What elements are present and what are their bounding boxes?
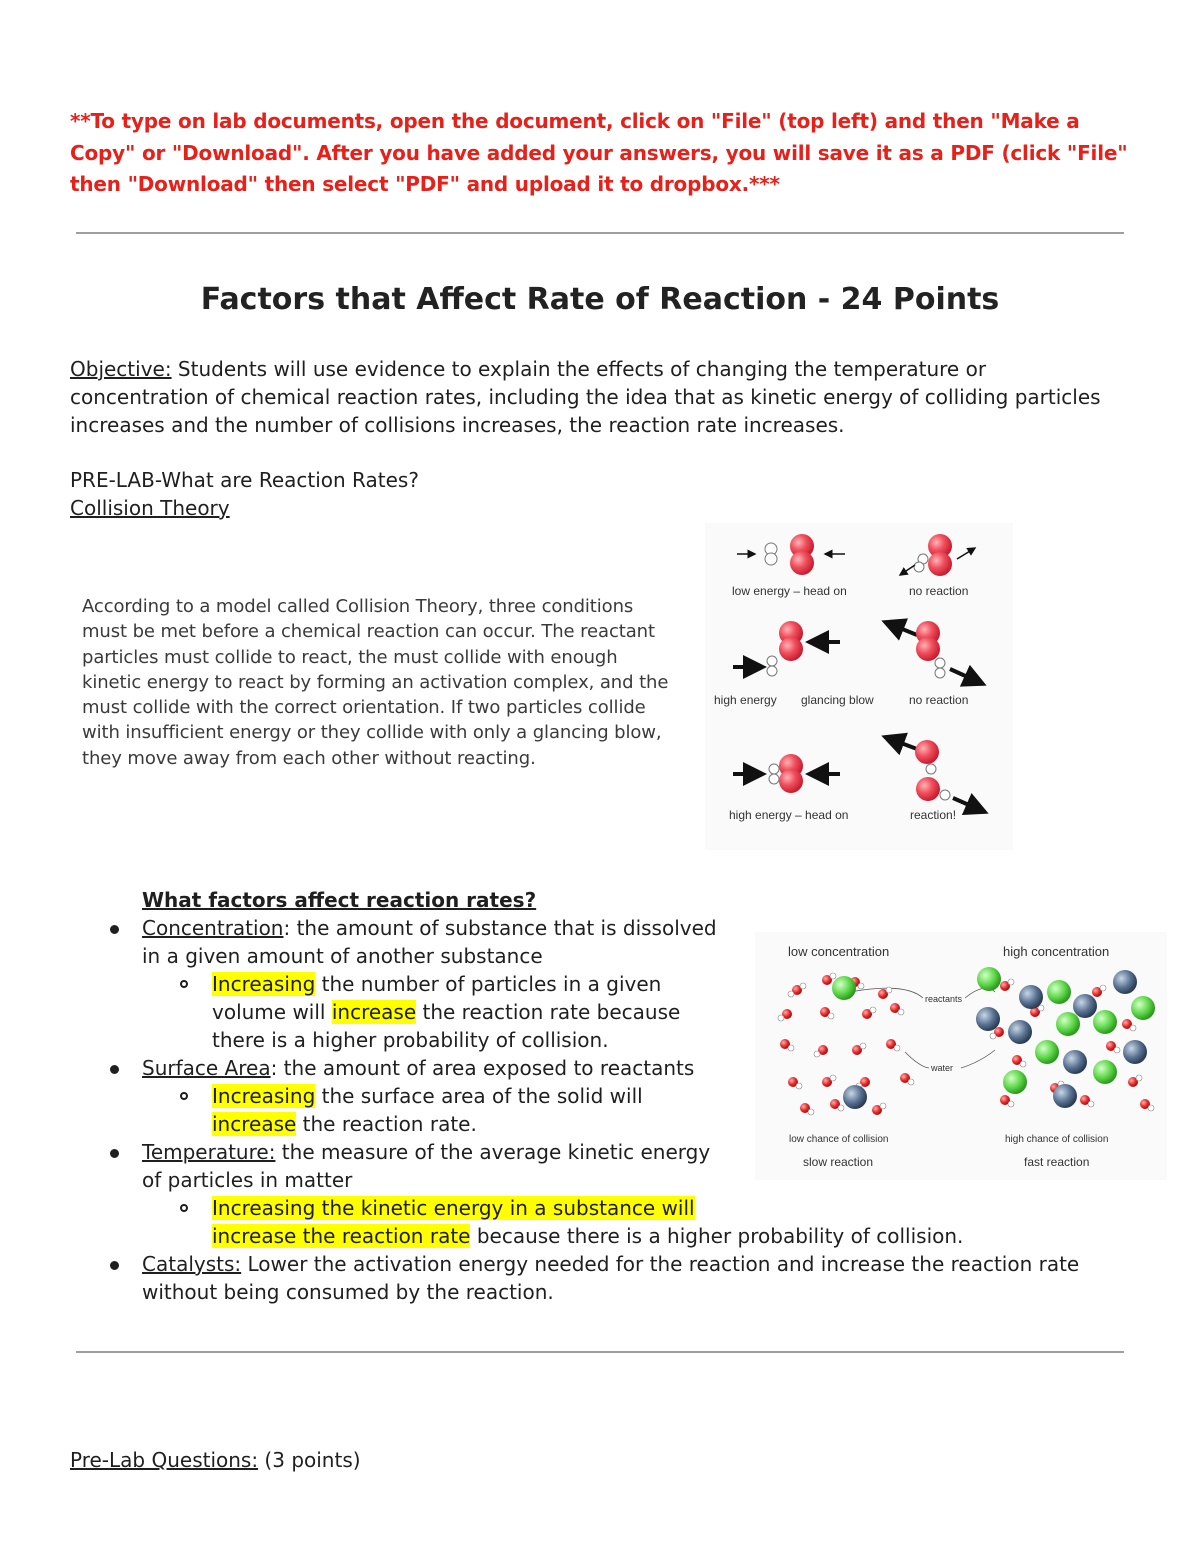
temperature-sub-line-1 xyxy=(212,1194,695,1222)
highlight-increase-2: increase xyxy=(212,1112,297,1136)
temperature-sub-text: because there is a higher probability of collision. xyxy=(470,1224,964,1248)
bullet-temperature xyxy=(110,1149,119,1158)
instructions-notice: **To type on lab documents, open the document, click on "File" (top left) and then "Make a Copy" or "Download". After you have added your answers, you will save it as a PDF (click "File" then "Download" then select "PDF" and upload it to dropbox.*** xyxy=(70,109,1128,196)
label-high-concentration: high concentration xyxy=(1003,944,1110,959)
sub-bullet-temperature xyxy=(180,1204,188,1212)
objective-label: Objective: xyxy=(70,357,172,381)
factor-surface-area xyxy=(142,1054,694,1082)
label-high-energy: high energy xyxy=(714,693,777,707)
label-low-chance: low chance of collision xyxy=(789,1134,889,1145)
label-low-concentration: low concentration xyxy=(788,944,890,959)
collision-figure-svg xyxy=(705,523,1013,850)
prelab-questions-points: (3 points) xyxy=(258,1448,361,1472)
label-water: water xyxy=(931,1063,954,1073)
sub-bullet-surface-area xyxy=(180,1092,188,1100)
label-no-reaction-2: no reaction xyxy=(909,693,969,707)
concentration-sub-line-3: there is a higher probability of collision. xyxy=(212,1028,609,1052)
highlight-increasing-1: Increasing xyxy=(212,972,316,996)
surface-sub-text-1: the surface area of the solid will xyxy=(315,1084,643,1108)
surface-sub-text-2: the reaction rate. xyxy=(296,1112,477,1136)
label-fast-reaction: fast reaction xyxy=(1024,1155,1090,1169)
objective-text: Students will use evidence to explain the effects of changing the temperature or concentration of chemical reaction rates, including the idea that as kinetic energy of colliding particles increases and the number of collisions increases, the reaction rate increases. xyxy=(70,357,1101,437)
factors-heading xyxy=(142,886,536,914)
factor-temperature xyxy=(142,1138,710,1166)
page-title: Factors that Affect Rate of Reaction - 24 Points xyxy=(200,282,1000,317)
collision-figure xyxy=(705,523,1013,850)
highlight-increasing-2: Increasing xyxy=(212,1084,316,1108)
factor-surface-area-def: : the amount of area exposed to reactants xyxy=(270,1056,695,1080)
label-reaction: reaction! xyxy=(910,808,957,822)
collision-theory-heading-text: Collision Theory xyxy=(70,496,230,520)
bullet-catalysts xyxy=(110,1261,119,1270)
factor-temperature-def: the measure of the average kinetic energy xyxy=(275,1140,711,1164)
factor-temperature-def-2: of particles in matter xyxy=(142,1168,353,1192)
concentration-figure xyxy=(755,932,1167,1180)
prelab-questions-heading xyxy=(70,1446,361,1474)
objective-paragraph xyxy=(70,355,1130,439)
factor-concentration xyxy=(142,914,717,942)
factor-catalysts-def: Lower the activation energy needed for the reaction and increase the reaction rate xyxy=(241,1252,1080,1276)
concentration-sub-text-3: the reaction rate because xyxy=(416,1000,681,1024)
temperature-sub-line-2 xyxy=(212,1222,963,1250)
surface-sub-line-2 xyxy=(212,1110,477,1138)
factor-temperature-term: Temperature: xyxy=(142,1140,276,1164)
label-high-energy-head-on: high energy – head on xyxy=(729,808,849,822)
factor-catalysts-def-2: without being consumed by the reaction. xyxy=(142,1280,554,1304)
factor-concentration-def-2: in a given amount of another substance xyxy=(142,944,543,968)
highlight-kinetic-energy: Increasing the kinetic energy in a substance will xyxy=(212,1196,695,1220)
label-low-energy: low energy – head on xyxy=(732,584,847,598)
divider-bottom xyxy=(76,1351,1124,1353)
concentration-sub-text-2: volume will xyxy=(212,1000,332,1024)
label-no-reaction-1: no reaction xyxy=(909,584,969,598)
concentration-sub-text-1: the number of particles in a given xyxy=(315,972,662,996)
factors-heading-text: What factors affect reaction rates? xyxy=(142,888,537,912)
factor-catalysts xyxy=(142,1250,1079,1278)
collision-theory-paragraph: According to a model called Collision Theory, three conditions must be met before a chemical reaction can occur. The reactant particles must collide to react, the must collide with enough kinetic energy to react by forming an activation complex, and the must collide with the correct orientation. If two particles collide with insufficient energy or they collide with only a glancing blow, they move away from each other without reacting. xyxy=(82,596,669,769)
factor-concentration-def: : the amount of substance that is dissolved xyxy=(283,916,717,940)
prelab-questions-label: Pre-Lab Questions: xyxy=(70,1448,259,1472)
bullet-surface-area xyxy=(110,1065,119,1074)
label-reactants: reactants xyxy=(925,994,963,1004)
highlight-increase-rate: increase the reaction rate xyxy=(212,1224,471,1248)
concentration-figure-svg xyxy=(755,932,1167,1180)
factor-concentration-term: Concentration xyxy=(142,916,284,940)
sub-bullet-concentration xyxy=(180,980,188,988)
concentration-sub-line-1 xyxy=(212,970,661,998)
bullet-concentration xyxy=(110,925,119,934)
label-glancing-blow: glancing blow xyxy=(801,693,874,707)
factor-catalysts-term: Catalysts: xyxy=(142,1252,242,1276)
factor-surface-area-term: Surface Area xyxy=(142,1056,271,1080)
prelab-heading: PRE-LAB-What are Reaction Rates? xyxy=(70,468,419,492)
label-slow-reaction: slow reaction xyxy=(803,1155,874,1169)
divider-top xyxy=(76,232,1124,234)
surface-sub-line-1 xyxy=(212,1082,643,1110)
label-high-chance: high chance of collision xyxy=(1005,1134,1109,1145)
concentration-sub-line-2 xyxy=(212,998,680,1026)
collision-theory-heading xyxy=(70,494,230,522)
highlight-increase-1: increase xyxy=(331,1000,417,1024)
